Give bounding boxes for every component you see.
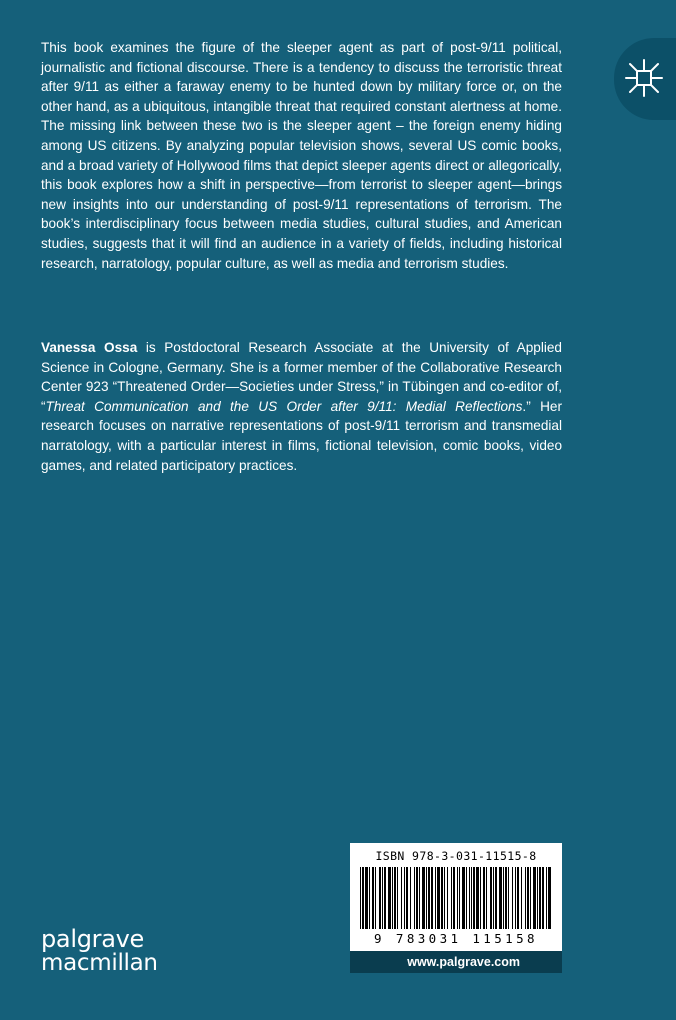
bio-part-1: is Postdoctoral Research Associate at the University of Applied Science in Cologne, Germany. She is a former member of the Collaborative Research Center 923 “Threatened Order—Societies under Stress,” in Tübingen and co-editor of, “ — [41, 340, 562, 414]
barcode-bar — [422, 867, 425, 929]
isbn-barcode-box — [350, 843, 562, 951]
barcode-bar — [394, 867, 396, 929]
related-book-title: Threat Communication and the US Order after 9/11: Medial Reflections — [45, 398, 523, 414]
springer-logo-icon — [624, 58, 664, 98]
barcode-bar — [542, 867, 544, 929]
barcode-bar — [466, 867, 467, 929]
barcode-bar — [530, 867, 531, 929]
barcode-bar — [490, 867, 492, 929]
barcode-bar — [375, 867, 376, 929]
barcode-bar — [362, 867, 364, 929]
barcode-bar — [419, 867, 420, 929]
barcode-bar — [382, 867, 383, 929]
barcode-bar — [360, 867, 361, 929]
publisher-logo — [41, 927, 158, 975]
barcode-bar — [508, 867, 509, 929]
isbn-digits: 9 783031 115158 — [374, 931, 538, 946]
author-name: Vanessa Ossa — [41, 340, 138, 355]
barcode-bar — [406, 867, 408, 929]
barcode-bar — [369, 867, 370, 929]
barcode-bar — [517, 867, 519, 929]
barcode-bar — [493, 867, 494, 929]
barcode-bar — [459, 867, 460, 929]
barcode-bar — [397, 867, 398, 929]
barcode-bar — [414, 867, 415, 929]
barcode-bar — [453, 867, 455, 929]
barcode-bar — [426, 867, 427, 929]
barcode-bar — [505, 867, 507, 929]
barcode-bar — [428, 867, 430, 929]
barcode-bar — [435, 867, 436, 929]
barcode-bar — [471, 867, 472, 929]
barcode-bar — [410, 867, 411, 929]
publisher-website: www.palgrave.com — [350, 951, 562, 973]
barcode-bar — [503, 867, 504, 929]
barcode-bar — [444, 867, 445, 929]
barcode-bar — [457, 867, 458, 929]
barcode-bar — [537, 867, 538, 929]
barcode-bar — [515, 867, 516, 929]
publisher-line-1: palgrave — [41, 925, 144, 953]
barcode — [358, 867, 554, 929]
barcode-bar — [499, 867, 502, 929]
barcode-bar — [379, 867, 381, 929]
barcode-bar — [521, 867, 522, 929]
barcode-bar — [384, 867, 386, 929]
barcode-bar — [404, 867, 405, 929]
bio-part-2: .” Her research focuses on narrative representations of post-9/11 terrorism and transmedial narratology, with a particular interest in films, fictional television, comic books, video games, and related participatory practices. — [41, 398, 562, 473]
barcode-bar — [533, 867, 536, 929]
barcode-bar — [548, 867, 551, 929]
book-description: This book examines the figure of the sleeper agent as part of post-9/11 political, journalistic and fictional discourse. There is a tendency to discuss the terroristic threat after 9/11 as either a faraway enemy to be hunted down by military force or, on the other hand, as a ubiquitous, intangible threat that required constant alertness at home. The missing link between these two is the sleeper agent – the foreign enemy hiding among US citizens. By analyzing popular television shows, several US comic books, and a broad variety of Hollywood films that depict sleeper agents direct or allegorically, this book explores how a shift in perspective—from terrorist to sleeper agent—brings new insights into our understanding of post-9/11 representations of terrorism. The book’s interdisciplinary focus between media studies, cultural studies, and American studies, suggests that it will find an audience in a variety of fields, including historical research, narratology, popular culture, as well as media and terrorism studies. — [41, 40, 562, 271]
barcode-bar — [372, 867, 374, 929]
author-bio — [41, 338, 562, 475]
barcode-bar — [495, 867, 497, 929]
barcode-bar — [401, 867, 402, 929]
barcode-bar — [486, 867, 487, 929]
barcode-bar — [365, 867, 368, 929]
barcode-bar — [476, 867, 479, 929]
barcode-bar — [527, 867, 529, 929]
barcode-bar — [483, 867, 485, 929]
barcode-bar — [431, 867, 433, 929]
barcode-bar — [473, 867, 475, 929]
barcode-bar — [512, 867, 513, 929]
barcode-bar — [388, 867, 391, 929]
barcode-bar — [437, 867, 440, 929]
barcode-bar — [447, 867, 448, 929]
barcode-bar — [469, 867, 470, 929]
barcode-bar — [525, 867, 526, 929]
barcode-bar — [480, 867, 481, 929]
barcode-bar — [392, 867, 393, 929]
barcode-bar — [451, 867, 452, 929]
barcode-bar — [416, 867, 418, 929]
barcode-bar — [441, 867, 443, 929]
barcode-bar — [539, 867, 541, 929]
publisher-badge — [614, 38, 676, 120]
publisher-line-2: macmillan — [41, 950, 158, 976]
isbn-label: ISBN 978-3-031-11515-8 — [375, 849, 537, 863]
barcode-bar — [462, 867, 465, 929]
barcode-bar — [546, 867, 547, 929]
